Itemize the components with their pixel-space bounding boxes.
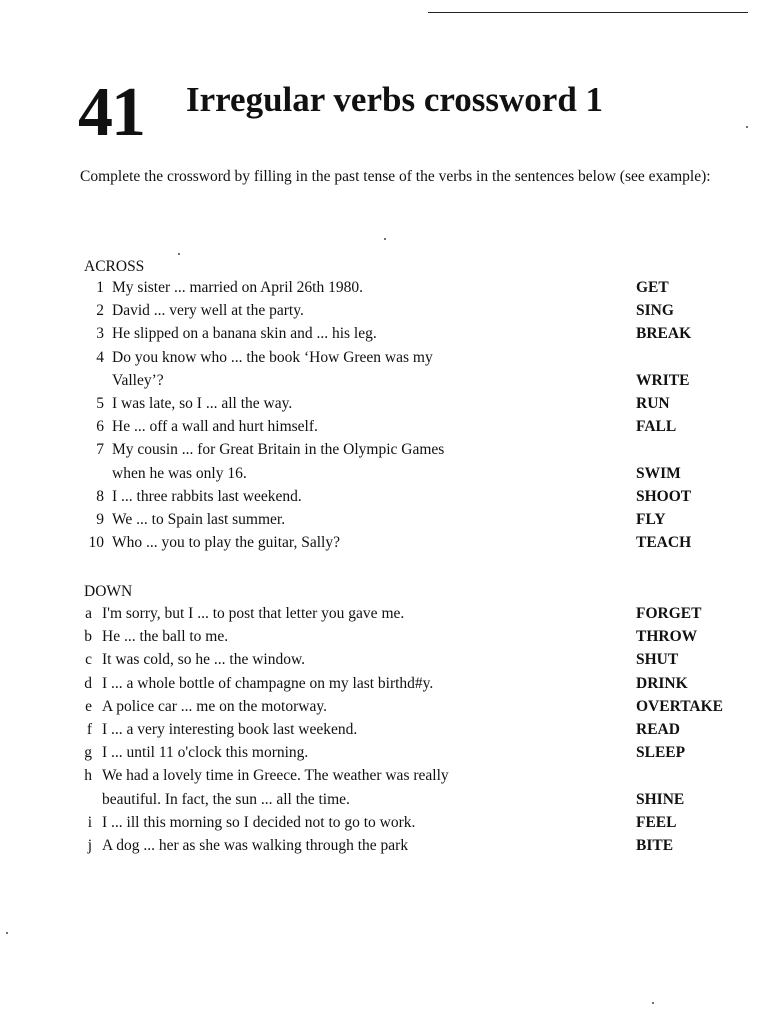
clue-verb: RUN — [636, 395, 670, 412]
clue-sentence: We had a lovely time in Greece. The weather was really — [102, 767, 449, 785]
clue-verb: THROW — [636, 628, 698, 646]
clue-verb: DRINK — [636, 674, 688, 692]
down-clue-line — [0, 605, 768, 627]
clue-verb: FALL — [636, 418, 677, 436]
clue-sentence: I ... three rabbits last weekend. — [112, 487, 302, 505]
clue-number: h — [84, 767, 92, 785]
clue-verb: SHINE — [636, 790, 685, 808]
across-clue-line — [0, 279, 768, 301]
clue-number: d — [84, 674, 92, 692]
clue-sentence: A dog ... her as she was walking through the park — [102, 837, 409, 854]
clue-sentence: My cousin ... for Great Britain in the Olympic Games — [112, 441, 445, 459]
down-heading: DOWN — [84, 583, 133, 600]
clue-sentence: My sister ... married on April 26th 1980. — [112, 279, 363, 296]
clue-sentence: David ... very well at the party. — [112, 302, 304, 320]
clue-number: c — [85, 651, 92, 669]
clue-verb: FORGET — [636, 605, 702, 622]
clue-verb: SLEEP — [636, 744, 686, 762]
clue-sentence: It was cold, so he ... the window. — [102, 651, 306, 669]
across-heading: ACROSS — [84, 258, 145, 275]
clue-verb: GET — [636, 279, 669, 296]
speck — [746, 126, 748, 128]
down-clue-line — [0, 651, 768, 673]
across-clue-line — [0, 325, 768, 347]
clue-verb: FEEL — [636, 813, 677, 831]
across-clue-line — [0, 534, 768, 556]
clue-verb: SING — [636, 302, 674, 320]
clue-number: g — [84, 744, 92, 762]
clue-sentence: He ... off a wall and hurt himself. — [112, 418, 318, 436]
clue-number: 7 — [96, 441, 104, 459]
clue-sentence: I ... a very interesting book last weekend. — [102, 721, 358, 738]
clue-number: j — [87, 837, 92, 854]
clue-verb: SWIM — [636, 464, 681, 482]
clue-number: 6 — [96, 418, 104, 436]
clue-verb: BREAK — [636, 325, 692, 343]
across-clue-line — [0, 418, 768, 440]
across-clue-line — [0, 302, 768, 324]
clue-sentence: Do you know who ... the book ‘How Green was my — [112, 348, 433, 366]
clue-sentence: We ... to Spain last summer. — [112, 511, 286, 528]
across-clue-line — [0, 395, 768, 417]
top-rule — [428, 12, 748, 13]
across-clue-line — [0, 441, 768, 463]
down-clue-line — [0, 721, 768, 743]
clue-verb: READ — [636, 721, 680, 738]
across-clue-line — [0, 488, 768, 510]
speck — [178, 253, 180, 255]
clue-verb: WRITE — [636, 371, 690, 389]
clue-sentence: beautiful. In fact, the sun ... all the time. — [102, 790, 350, 808]
clue-sentence: I ... a whole bottle of champagne on my last birthd#y. — [102, 674, 434, 692]
clue-number: f — [86, 721, 92, 738]
clue-number: e — [85, 697, 92, 715]
clue-number: 3 — [96, 325, 104, 343]
clue-sentence: Who ... you to play the guitar, Sally? — [112, 534, 340, 552]
clue-verb: SHOOT — [636, 487, 692, 505]
down-clue-line — [0, 675, 768, 697]
clue-verb: TEACH — [636, 534, 692, 552]
clue-verb: BITE — [636, 837, 674, 854]
speck — [652, 1002, 654, 1004]
down-clue-line — [0, 628, 768, 650]
page-title: Irregular verbs crossword 1 — [186, 80, 604, 119]
clue-number: 9 — [96, 511, 104, 528]
clue-verb: SHUT — [636, 651, 679, 669]
clue-number: 8 — [96, 487, 104, 505]
down-clue-line — [0, 744, 768, 766]
clue-number: 1 — [96, 279, 104, 296]
across-clue-line — [0, 349, 768, 371]
clue-sentence: I ... ill this morning so I decided not to go to work. — [102, 813, 416, 831]
clue-sentence: when he was only 16. — [112, 464, 247, 482]
clue-sentence: He slipped on a banana skin and ... his leg. — [112, 325, 377, 343]
clue-number: a — [85, 605, 92, 622]
across-clue-line — [0, 511, 768, 533]
clue-sentence: I'm sorry, but I ... to post that letter you gave me. — [102, 605, 405, 622]
clue-sentence: A police car ... me on the motorway. — [102, 697, 327, 715]
clue-verb: FLY — [636, 511, 666, 528]
down-clue-line — [0, 814, 768, 836]
unit-number: 41 — [78, 74, 144, 151]
clue-sentence: Valley’? — [112, 371, 164, 389]
down-clue-line — [0, 791, 768, 813]
clue-sentence: He ... the ball to me. — [102, 628, 229, 646]
clue-number: 10 — [88, 534, 104, 552]
clue-number: 5 — [96, 395, 104, 412]
clue-sentence: I ... until 11 o'clock this morning. — [102, 744, 309, 762]
down-clue-line — [0, 767, 768, 789]
clue-verb: OVERTAKE — [636, 697, 724, 715]
down-clue-line — [0, 837, 768, 859]
across-clue-line — [0, 465, 768, 487]
clue-number: 4 — [96, 348, 104, 366]
down-clue-line — [0, 698, 768, 720]
clue-number: i — [87, 813, 92, 831]
across-clue-line — [0, 372, 768, 394]
speck — [6, 932, 8, 934]
clue-number: b — [84, 628, 92, 646]
clue-number: 2 — [96, 302, 104, 320]
speck — [384, 238, 386, 240]
instructions: Complete the crossword by filling in the past tense of the verbs in the sentences below (see example): — [80, 168, 711, 185]
clue-sentence: I was late, so I ... all the way. — [112, 395, 293, 412]
